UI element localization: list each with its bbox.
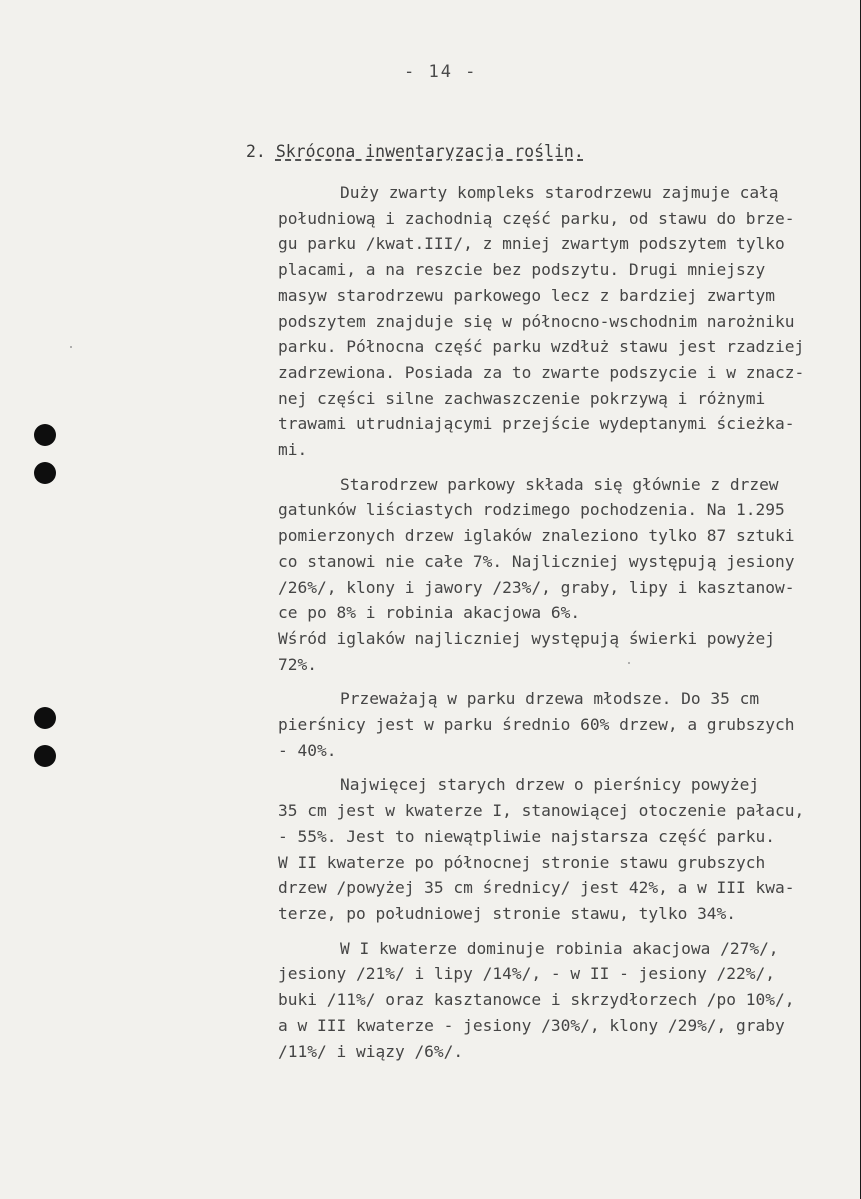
text-line: /26%/, klony i jawory /23%/, graby, lipy i kasztanow-	[278, 577, 795, 597]
paragraph	[278, 772, 848, 926]
paper-speck	[628, 662, 630, 664]
body-text	[278, 180, 848, 1073]
text-line: podszytem znajduje się w północno-wschodnim narożniku	[278, 311, 795, 331]
section-title: Skrócona inwentaryzacja roślin.	[275, 142, 584, 161]
text-line: masyw starodrzewu parkowego lecz z bardziej zwartym	[278, 285, 776, 305]
paragraph	[278, 180, 848, 463]
text-line: terze, po południowej stronie stawu, tylko 34%.	[278, 903, 737, 923]
text-line: a w III kwaterze - jesiony /30%/, klony /29%/, graby	[278, 1015, 785, 1035]
section-number: 2.	[246, 142, 266, 161]
text-line: południową i zachodnią część parku, od stawu do brze-	[278, 208, 795, 228]
text-line: /11%/ i wiązy /6%/.	[278, 1041, 464, 1061]
text-line: jesiony /21%/ i lipy /14%/, - w II - jesiony /22%/,	[278, 964, 776, 984]
text-line: Starodrzew parkowy składa się głównie z drzew	[340, 474, 779, 494]
text-line: buki /11%/ oraz kasztanowce i skrzydłorzech /po 10%/,	[278, 990, 795, 1010]
text-line: W I kwaterze dominuje robinia akacjowa /27%/,	[340, 938, 779, 958]
text-line: - 40%.	[278, 740, 337, 760]
punch-hole	[34, 745, 56, 767]
text-line: gatunków liściastych rodzimego pochodzenia. Na 1.295	[278, 500, 785, 520]
text-line: Przeważają w parku drzewa młodsze. Do 35 cm	[340, 689, 760, 709]
text-line: zadrzewiona. Posiada za to zwarte podszycie i w znacz-	[278, 362, 805, 382]
text-line: parku. Północna część parku wzdłuż stawu jest rzadziej	[278, 337, 805, 357]
text-line: ce po 8% i robinia akacjowa 6%.	[278, 603, 581, 623]
text-line: W II kwaterze po północnej stronie stawu grubszych	[278, 852, 766, 872]
text-line: mi.	[278, 440, 308, 460]
text-line: Najwięcej starych drzew o pierśnicy powyżej	[340, 775, 760, 795]
page-number: - 14 -	[404, 62, 478, 82]
text-line: Wśród iglaków najliczniej występują świerki powyżej	[278, 628, 776, 648]
paper-speck	[70, 346, 72, 348]
text-line: - 55%. Jest to niewątpliwie najstarsza część parku.	[278, 826, 776, 846]
text-line: co stanowi nie całe 7%. Najliczniej występują jesiony	[278, 551, 795, 571]
punch-hole	[34, 462, 56, 484]
punch-hole	[34, 707, 56, 729]
text-line: placami, a na reszcie bez podszytu. Drugi mniejszy	[278, 260, 766, 280]
paragraph	[278, 472, 848, 678]
paragraph	[278, 936, 848, 1065]
text-line: trawami utrudniającymi przejście wydeptanymi ścieżka-	[278, 414, 795, 434]
paragraph	[278, 686, 848, 763]
text-line: gu parku /kwat.III/, z mniej zwartym podszytem tylko	[278, 234, 785, 254]
text-line: Duży zwarty kompleks starodrzewu zajmuje całą	[340, 183, 779, 202]
text-line: 35 cm jest w kwaterze I, stanowiącej otoczenie pałacu,	[278, 801, 805, 821]
text-line: pierśnicy jest w parku średnio 60% drzew, a grubszych	[278, 715, 795, 735]
text-line: nej części silne zachwaszczenie pokrzywą i różnymi	[278, 388, 766, 408]
text-line: pomierzonych drzew iglaków znaleziono tylko 87 sztuki	[278, 526, 795, 546]
text-line: drzew /powyżej 35 cm średnicy/ jest 42%, a w III kwa-	[278, 878, 795, 898]
section-heading	[246, 142, 584, 161]
text-line: 72%.	[278, 654, 317, 674]
punch-hole	[34, 424, 56, 446]
